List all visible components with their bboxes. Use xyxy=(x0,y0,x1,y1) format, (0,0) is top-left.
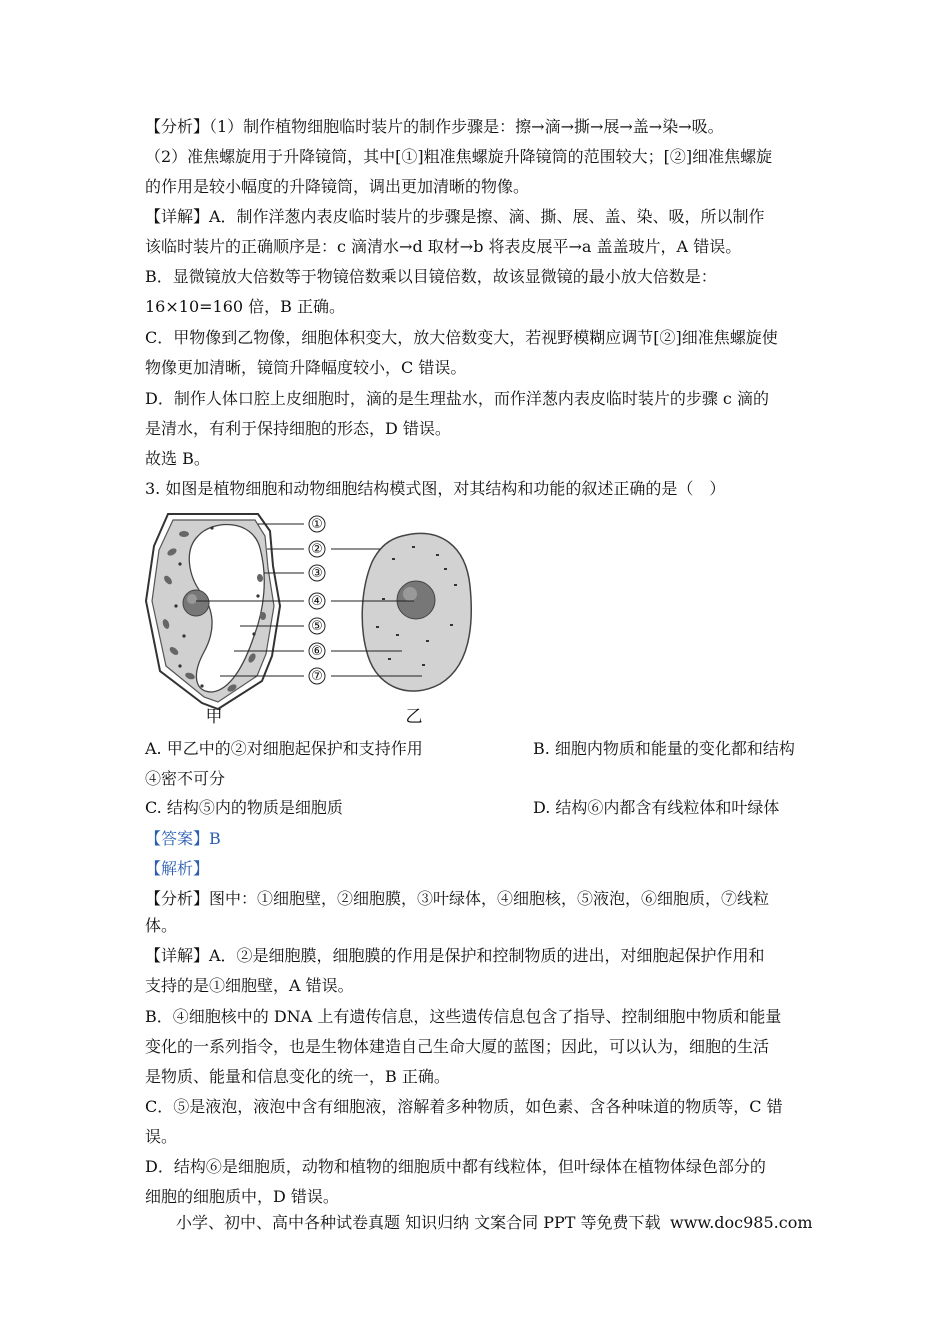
analysis-line-8: C．⑤是液泡，液泡中含有细胞液，溶解着多种物质，如色素、含各种味道的物质等，C 错 xyxy=(145,1097,783,1116)
text-line-12: 故选 B。 xyxy=(145,449,210,468)
cell-structure-diagram xyxy=(140,506,500,728)
text-line-3: 的作用是较小幅度的升降镜筒，调出更加清晰的物像。 xyxy=(145,177,530,196)
analysis-line-5: B．④细胞核中的 DNA 上有遗传信息，这些遗传信息包含了指导、控制细胞中物质和能量 xyxy=(145,1007,782,1026)
label-1: ① xyxy=(311,517,323,532)
label-6: ⑥ xyxy=(311,644,323,659)
text-line-5: 该临时装片的正确顺序是：c 滴清水→d 取材→b 将表皮展平→a 盖盖玻片，A 错误。 xyxy=(145,237,742,256)
analysis-line-6: 变化的一系列指令，也是生物体建造自己生命大厦的蓝图；因此，可以认为，细胞的生活 xyxy=(145,1037,770,1056)
analysis-tag: 【解析】 xyxy=(145,859,210,878)
plant-cell xyxy=(146,514,280,709)
label-7: ⑦ xyxy=(311,669,323,684)
caption-plant: 甲 xyxy=(205,707,223,727)
text-line-1: 【分析】（1）制作植物细胞临时装片的制作步骤是：擦→滴→撕→展→盖→染→吸。 xyxy=(145,117,724,136)
analysis-line-1: 【分析】图中：①细胞壁，②细胞膜，③叶绿体，④细胞核，⑤液泡，⑥细胞质，⑦线粒 xyxy=(145,889,770,908)
animal-cell xyxy=(362,533,471,691)
text-line-9: 物像更加清晰，镜筒升降幅度较小，C 错误。 xyxy=(145,358,467,377)
footer-url[interactable]: www.doc985.com xyxy=(670,1213,813,1232)
option-b-continued: ④密不可分 xyxy=(145,769,226,788)
analysis-line-9: 误。 xyxy=(145,1127,178,1146)
analysis-line-10: D．结构⑥是细胞质，动物和植物的细胞质中都有线粒体，但叶绿体在植物体绿色部分的 xyxy=(145,1157,766,1176)
option-c: C. 结构⑤内的物质是细胞质 xyxy=(145,798,343,817)
analysis-line-3: 【详解】A．②是细胞膜，细胞膜的作用是保护和控制物质的进出，对细胞起保护作用和 xyxy=(145,946,765,965)
analysis-line-4: 支持的是①细胞壁，A 错误。 xyxy=(145,976,354,995)
option-d: D. 结构⑥内都含有线粒体和叶绿体 xyxy=(533,798,780,817)
analysis-line-11: 细胞的细胞质中，D 错误。 xyxy=(145,1187,339,1206)
text-line-8: C．甲物像到乙物像，细胞体积变大，放大倍数变大，若视野模糊应调节[②]细准焦螺旋使 xyxy=(145,328,778,347)
footer-text: 小学、初中、高中各种试卷真题 知识归纳 文案合同 PPT 等免费下载 xyxy=(176,1213,661,1232)
text-line-2: （2）准焦螺旋用于升降镜筒，其中[①]粗准焦螺旋升降镜筒的范围较大；[②]细准焦螺旋 xyxy=(145,147,773,166)
text-line-4: 【详解】A．制作洋葱内表皮临时装片的步骤是擦、滴、撕、展、盖、染、吸，所以制作 xyxy=(145,207,765,226)
text-line-7: 16×10=160 倍，B 正确。 xyxy=(145,297,346,316)
option-b: B. 细胞内物质和能量的变化都和结构 xyxy=(533,739,795,758)
analysis-line-2: 体。 xyxy=(145,916,178,935)
label-5: ⑤ xyxy=(311,619,323,634)
text-line-6: B．显微镜放大倍数等于物镜倍数乘以目镜倍数，故该显微镜的最小放大倍数是： xyxy=(145,267,717,286)
text-line-10: D．制作人体口腔上皮细胞时，滴的是生理盐水，而作洋葱内表皮临时装片的步骤 c 滴的 xyxy=(145,389,769,408)
answer-line: 【答案】B xyxy=(145,829,221,848)
text-line-11: 是清水，有利于保持细胞的形态，D 错误。 xyxy=(145,419,451,438)
label-3: ③ xyxy=(311,566,323,581)
label-2: ② xyxy=(311,542,323,557)
question-3-stem: 3. 如图是植物细胞和动物细胞结构模式图，对其结构和功能的叙述正确的是（ ） xyxy=(145,479,726,498)
caption-animal: 乙 xyxy=(405,707,423,727)
analysis-line-7: 是物质、能量和信息变化的统一，B 正确。 xyxy=(145,1067,450,1086)
option-a: A. 甲乙中的②对细胞起保护和支持作用 xyxy=(145,739,423,758)
label-4: ④ xyxy=(311,594,323,609)
